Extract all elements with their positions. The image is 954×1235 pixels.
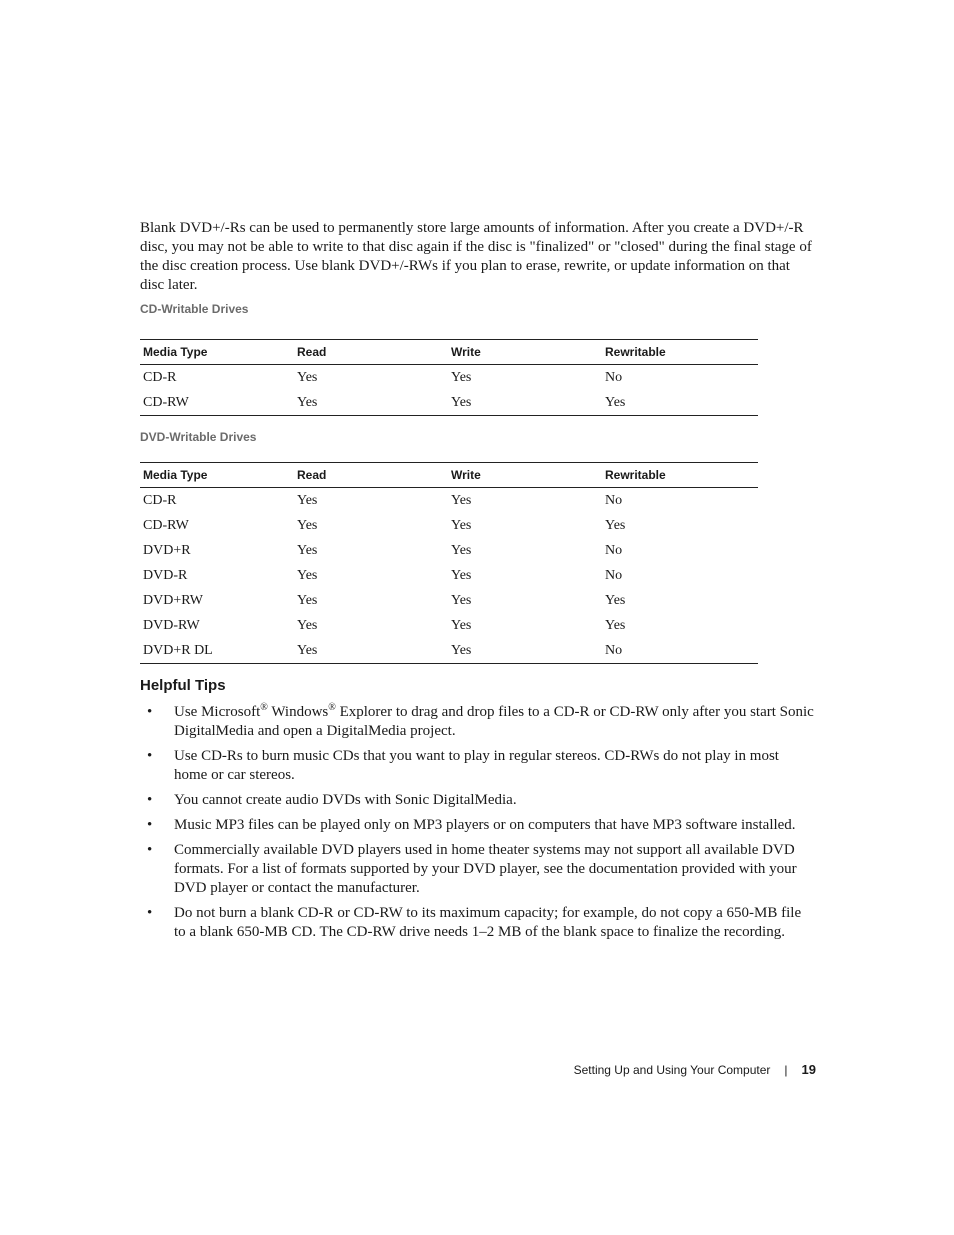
table-cell: Yes bbox=[297, 542, 318, 558]
section-heading-helpful-tips: Helpful Tips bbox=[140, 677, 226, 694]
column-header: Media Type bbox=[140, 340, 294, 365]
cd-writable-table bbox=[140, 339, 758, 416]
footer-section-title: Setting Up and Using Your Computer bbox=[573, 1063, 771, 1077]
bullet-icon: • bbox=[147, 905, 153, 921]
table-cell: Yes bbox=[297, 369, 318, 385]
table-cell: DVD-RW bbox=[143, 617, 200, 633]
table-cell: Yes bbox=[297, 517, 318, 533]
table-row bbox=[140, 488, 758, 514]
table-cell: Yes bbox=[294, 638, 448, 664]
list-item bbox=[140, 703, 816, 741]
table-row bbox=[140, 538, 758, 563]
table-cell: Yes bbox=[297, 567, 318, 583]
table-row bbox=[140, 513, 758, 538]
table-row bbox=[140, 638, 758, 664]
table-cell: Yes bbox=[451, 517, 472, 533]
table-cell: Yes bbox=[448, 390, 602, 416]
bullet-icon: • bbox=[147, 817, 153, 833]
table-cell: No bbox=[602, 638, 758, 664]
table-cell: DVD+RW bbox=[143, 592, 204, 608]
registered-mark: ® bbox=[260, 702, 268, 713]
table-cell: Yes bbox=[451, 542, 472, 558]
column-header: Rewritable bbox=[602, 463, 758, 488]
table-cell: Yes bbox=[605, 517, 626, 533]
registered-mark: ® bbox=[328, 702, 336, 713]
table-cell: DVD-R bbox=[143, 567, 188, 583]
table-cell: No bbox=[605, 542, 623, 558]
table-row bbox=[140, 613, 758, 638]
table-cell: Yes bbox=[297, 492, 318, 508]
column-header: Media Type bbox=[140, 463, 294, 488]
table-cell: Yes bbox=[451, 492, 472, 508]
table-cell: CD-R bbox=[143, 492, 177, 508]
intro-paragraph: Blank DVD+/-Rs can be used to permanently store large amounts of information. After you create a DVD+/-R disc, you may not be able to write to that disc again if the disc is "finalized" or "closed" during the final stage of the disc creation process. Use blank DVD+/-RWs if you plan to erase, rewrite, or update information on that disc later. bbox=[140, 220, 812, 293]
table-cell: Yes bbox=[605, 592, 626, 608]
tip-text: Use CD-Rs to burn music CDs that you want to play in regular stereos. CD-RWs do not play in most home or car stereos. bbox=[174, 748, 779, 783]
table-row bbox=[140, 563, 758, 588]
footer-separator: | bbox=[784, 1063, 788, 1077]
bullet-icon: • bbox=[147, 842, 153, 858]
table-cell: Yes bbox=[297, 617, 318, 633]
table-caption-cd-writable: CD-Writable Drives bbox=[140, 302, 249, 316]
table-caption-dvd-writable: DVD-Writable Drives bbox=[140, 430, 257, 444]
table-cell: No bbox=[605, 492, 623, 508]
list-item bbox=[140, 904, 816, 942]
table-cell: Yes bbox=[605, 617, 626, 633]
table-cell: Yes bbox=[448, 638, 602, 664]
table-cell: Yes bbox=[451, 617, 472, 633]
table-row bbox=[140, 365, 758, 391]
list-item bbox=[140, 816, 816, 835]
list-item bbox=[140, 791, 816, 810]
page-footer bbox=[540, 1062, 816, 1077]
column-header: Read bbox=[294, 463, 448, 488]
table-cell: Yes bbox=[294, 390, 448, 416]
table-header-row bbox=[140, 340, 758, 365]
tip-text: Commercially available DVD players used in home theater systems may not support all available DVD formats. For a list of formats supported by your DVD player, see the documentation provided with your DVD player or contact the manufacturer. bbox=[174, 842, 797, 896]
tip-text: Music MP3 files can be played only on MP3 players or on computers that have MP3 software installed. bbox=[174, 817, 796, 833]
helpful-tips-list bbox=[140, 703, 816, 948]
table-cell: Yes bbox=[451, 369, 472, 385]
list-item bbox=[140, 747, 816, 785]
bullet-icon: • bbox=[147, 704, 153, 720]
bullet-icon: • bbox=[147, 748, 153, 764]
bullet-icon: • bbox=[147, 792, 153, 808]
table-cell: CD-RW bbox=[140, 390, 294, 416]
table-row bbox=[140, 588, 758, 613]
table-header-row bbox=[140, 463, 758, 488]
table-cell: Yes bbox=[602, 390, 758, 416]
tip-text: You cannot create audio DVDs with Sonic DigitalMedia. bbox=[174, 792, 517, 808]
column-header: Read bbox=[294, 340, 448, 365]
table-cell: Yes bbox=[451, 567, 472, 583]
table-cell: Yes bbox=[297, 592, 318, 608]
dvd-writable-table bbox=[140, 462, 758, 664]
table-cell: DVD+R DL bbox=[140, 638, 294, 664]
list-item bbox=[140, 841, 816, 898]
tip-text: Do not burn a blank CD-R or CD-RW to its maximum capacity; for example, do not copy a 650-MB file to a blank 650-MB CD. The CD-RW drive needs 1–2 MB of the blank space to finalize the recording. bbox=[174, 905, 802, 940]
page-number: 19 bbox=[801, 1062, 816, 1077]
table-cell: No bbox=[605, 567, 623, 583]
tip-text: Use Microsoft® Windows® Explorer to drag and drop files to a CD-R or CD-RW only after you start Sonic DigitalMedia and open a DigitalMedia project. bbox=[174, 702, 814, 739]
table-cell: DVD+R bbox=[143, 542, 191, 558]
table-cell: CD-R bbox=[143, 369, 177, 385]
table-cell: Yes bbox=[451, 592, 472, 608]
table-cell: CD-RW bbox=[143, 517, 189, 533]
table-row bbox=[140, 390, 758, 416]
column-header: Write bbox=[448, 340, 602, 365]
column-header: Write bbox=[448, 463, 602, 488]
column-header: Rewritable bbox=[602, 340, 758, 365]
table-cell: No bbox=[605, 369, 623, 385]
